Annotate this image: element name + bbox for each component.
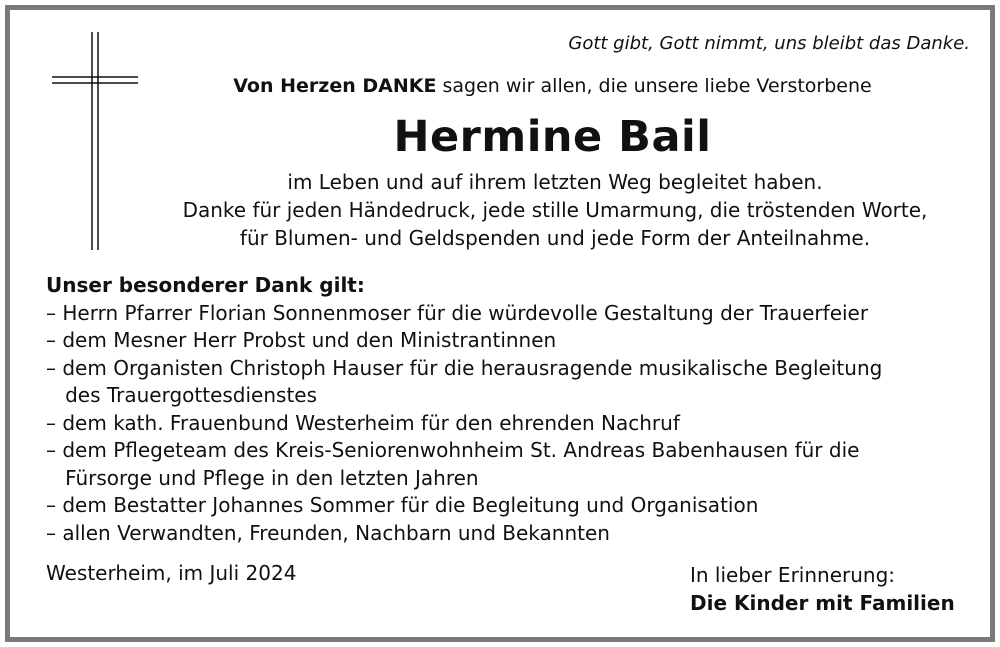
quote-text: Gott gibt, Gott nimmt, uns bleibt das Danke. (568, 33, 970, 54)
thanks-section (46, 272, 966, 547)
signature: Die Kinder mit Familien (690, 591, 955, 615)
closing-text: In lieber Erinnerung: (690, 563, 896, 587)
thanks-line: – dem Mesner Herr Probst und den Ministrantinnen (46, 328, 557, 352)
center-line: im Leben und auf ihrem letzten Weg begleitet haben. (287, 170, 823, 194)
thanks-line: – dem Pflegeteam des Kreis-Seniorenwohnheim St. Andreas Babenhausen für die (46, 438, 860, 462)
place-date: Westerheim, im Juli 2024 (46, 561, 297, 585)
center-line: Danke für jeden Händedruck, jede stille Umarmung, die tröstenden Worte, (182, 198, 928, 222)
closing-block (690, 561, 955, 617)
thanks-heading: Unser besonderer Dank gilt: (46, 273, 365, 297)
thanks-line: Fürsorge und Pflege in den letzten Jahren (46, 465, 479, 490)
thanks-line: – dem kath. Frauenbund Westerheim für den ehrenden Nachruf (46, 410, 680, 435)
thanks-line: – Herrn Pfarrer Florian Sonnenmoser für die würdevolle Gestaltung der Trauerfeier (46, 300, 869, 325)
thanks-line: – dem Bestatter Johannes Sommer für die Begleitung und Organisation (46, 493, 759, 517)
intro-line (0, 75, 1000, 97)
intro-rest: sagen wir allen, die unsere liebe Verstorbene (436, 75, 872, 97)
deceased-name: Hermine Bail (393, 112, 712, 162)
thanks-line: – allen Verwandten, Freunden, Nachbarn und Bekannten (46, 520, 610, 545)
center-line: für Blumen- und Geldspenden und jede Form der Anteilnahme. (239, 226, 871, 250)
intro-bold: Von Herzen DANKE (233, 75, 437, 97)
thanks-line: – dem Organisten Christoph Hauser für die herausragende musikalische Begleitung (46, 355, 883, 380)
thanks-line: des Trauergottesdienstes (46, 383, 318, 407)
center-text-block (0, 168, 1000, 252)
